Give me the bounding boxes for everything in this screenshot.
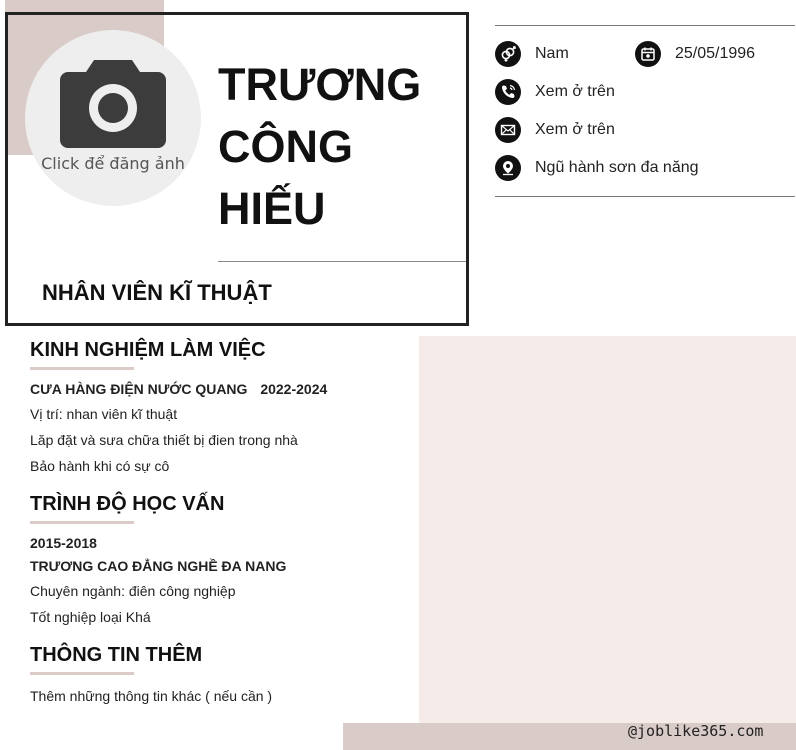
education-heading-underline	[30, 521, 134, 524]
phone-icon	[495, 79, 521, 105]
name-line: CÔNG	[218, 121, 353, 172]
phone-value: Xem ở trên	[535, 83, 615, 100]
experience-heading: KINH NGHIỆM LÀM VIỆC	[30, 339, 266, 361]
additional-text: Thêm những thông tin khác ( nếu cần )	[30, 688, 273, 704]
job-title: NHÂN VIÊN KĨ THUẬT	[42, 280, 272, 305]
experience-heading-underline	[30, 367, 134, 370]
education-item: Tốt nghiệp loại Khá	[30, 609, 151, 625]
name-line: HIẾU	[218, 183, 326, 234]
contact-address	[495, 155, 699, 181]
experience-period: 2022-2024	[260, 381, 328, 397]
contact-email	[495, 117, 615, 143]
additional-heading: THÔNG TIN THÊM	[30, 644, 203, 666]
full-name	[218, 54, 458, 240]
contact-divider-bottom	[495, 196, 795, 197]
education-heading: TRÌNH ĐỘ HỌC VẤN	[30, 493, 225, 515]
education-school: TRƯƠNG CAO ĐẲNG NGHỀ ĐA NANG	[30, 558, 287, 574]
decorative-panel-right	[419, 336, 796, 723]
additional-heading-underline	[30, 672, 134, 675]
experience-company: CƯA HÀNG ĐIỆN NƯỚC QUANG	[30, 381, 248, 397]
envelope-icon	[495, 117, 521, 143]
email-value: Xem ở trên	[535, 121, 615, 138]
birthday-value: 25/05/1996	[675, 45, 756, 62]
calendar-icon	[635, 41, 661, 67]
avatar-upload[interactable]	[25, 30, 201, 206]
contact-birthday	[635, 41, 755, 67]
gender-value: Nam	[535, 45, 569, 62]
avatar-caption: Click để đăng ảnh	[41, 154, 185, 173]
contact-divider-top	[495, 25, 795, 26]
education-period: 2015-2018	[30, 535, 97, 551]
experience-item: Bảo hành khi có sự cô	[30, 458, 170, 474]
education-item: Chuyên ngành: điên công nghiệp	[30, 583, 236, 599]
contact-gender	[495, 41, 569, 67]
gender-icon	[495, 41, 521, 67]
name-line: TRƯƠNG	[218, 59, 422, 110]
contact-phone	[495, 79, 615, 105]
watermark: @joblike365.com	[628, 722, 764, 740]
experience-item: Lăp đặt và sưa chữa thiết bị đien trong nhà	[30, 432, 298, 448]
address-value: Ngũ hành sơn đa năng	[535, 159, 699, 176]
location-pin-icon	[495, 155, 521, 181]
header-divider	[218, 261, 466, 262]
experience-item: Vị trí: nhan viên kĩ thuật	[30, 406, 178, 422]
camera-icon	[60, 56, 166, 148]
experience-company-row	[30, 381, 327, 397]
